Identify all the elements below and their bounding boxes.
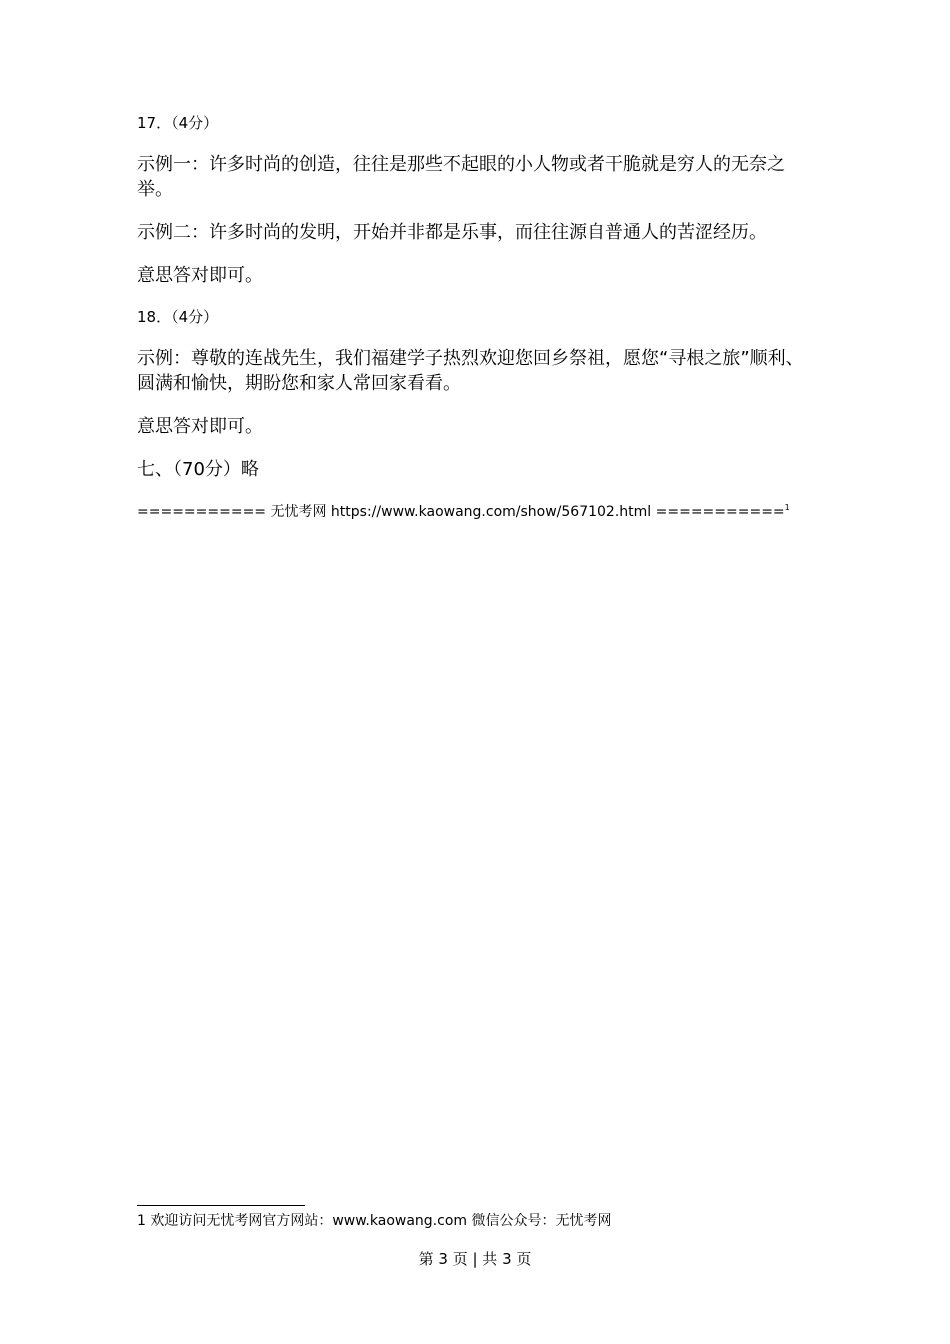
footnote: 1 欢迎访问无忧考网官方网站：www.kaowang.com 微信公众号：无忧考网 — [137, 1213, 612, 1229]
document-body — [137, 112, 817, 522]
footnote-marker: 1 — [784, 503, 790, 512]
question-18-heading: 18．（4分） — [137, 308, 219, 326]
footnote-separator — [137, 1205, 305, 1206]
source-divider-line — [137, 498, 817, 522]
page-number: 第 3 页 | 共 3 页 — [418, 1250, 532, 1268]
source-divider-text: =========== 无忧考网 https://www.kaowang.com/show/567102.html =========== — [137, 504, 785, 520]
question-18-note: 意思答对即可。 — [137, 416, 263, 437]
question-17-heading: 17．（4分） — [137, 114, 219, 132]
question-17-example-2: 示例二：许多时尚的发明，开始并非都是乐事，而往往源自普通人的苦涩经历。 — [137, 222, 767, 243]
section-7-heading: 七、（70分）略 — [137, 459, 259, 480]
question-17-note: 意思答对即可。 — [137, 265, 263, 286]
question-18-example: 示例：尊敬的连战先生，我们福建学子热烈欢迎您回乡祭祖，愿您“寻根之旅”顺利、圆满和愉快，期盼您和家人常回家看看。 — [137, 348, 804, 394]
question-17-example-1: 示例一：许多时尚的创造，往往是那些不起眼的小人物或者干脆就是穷人的无奈之举。 — [137, 154, 785, 200]
